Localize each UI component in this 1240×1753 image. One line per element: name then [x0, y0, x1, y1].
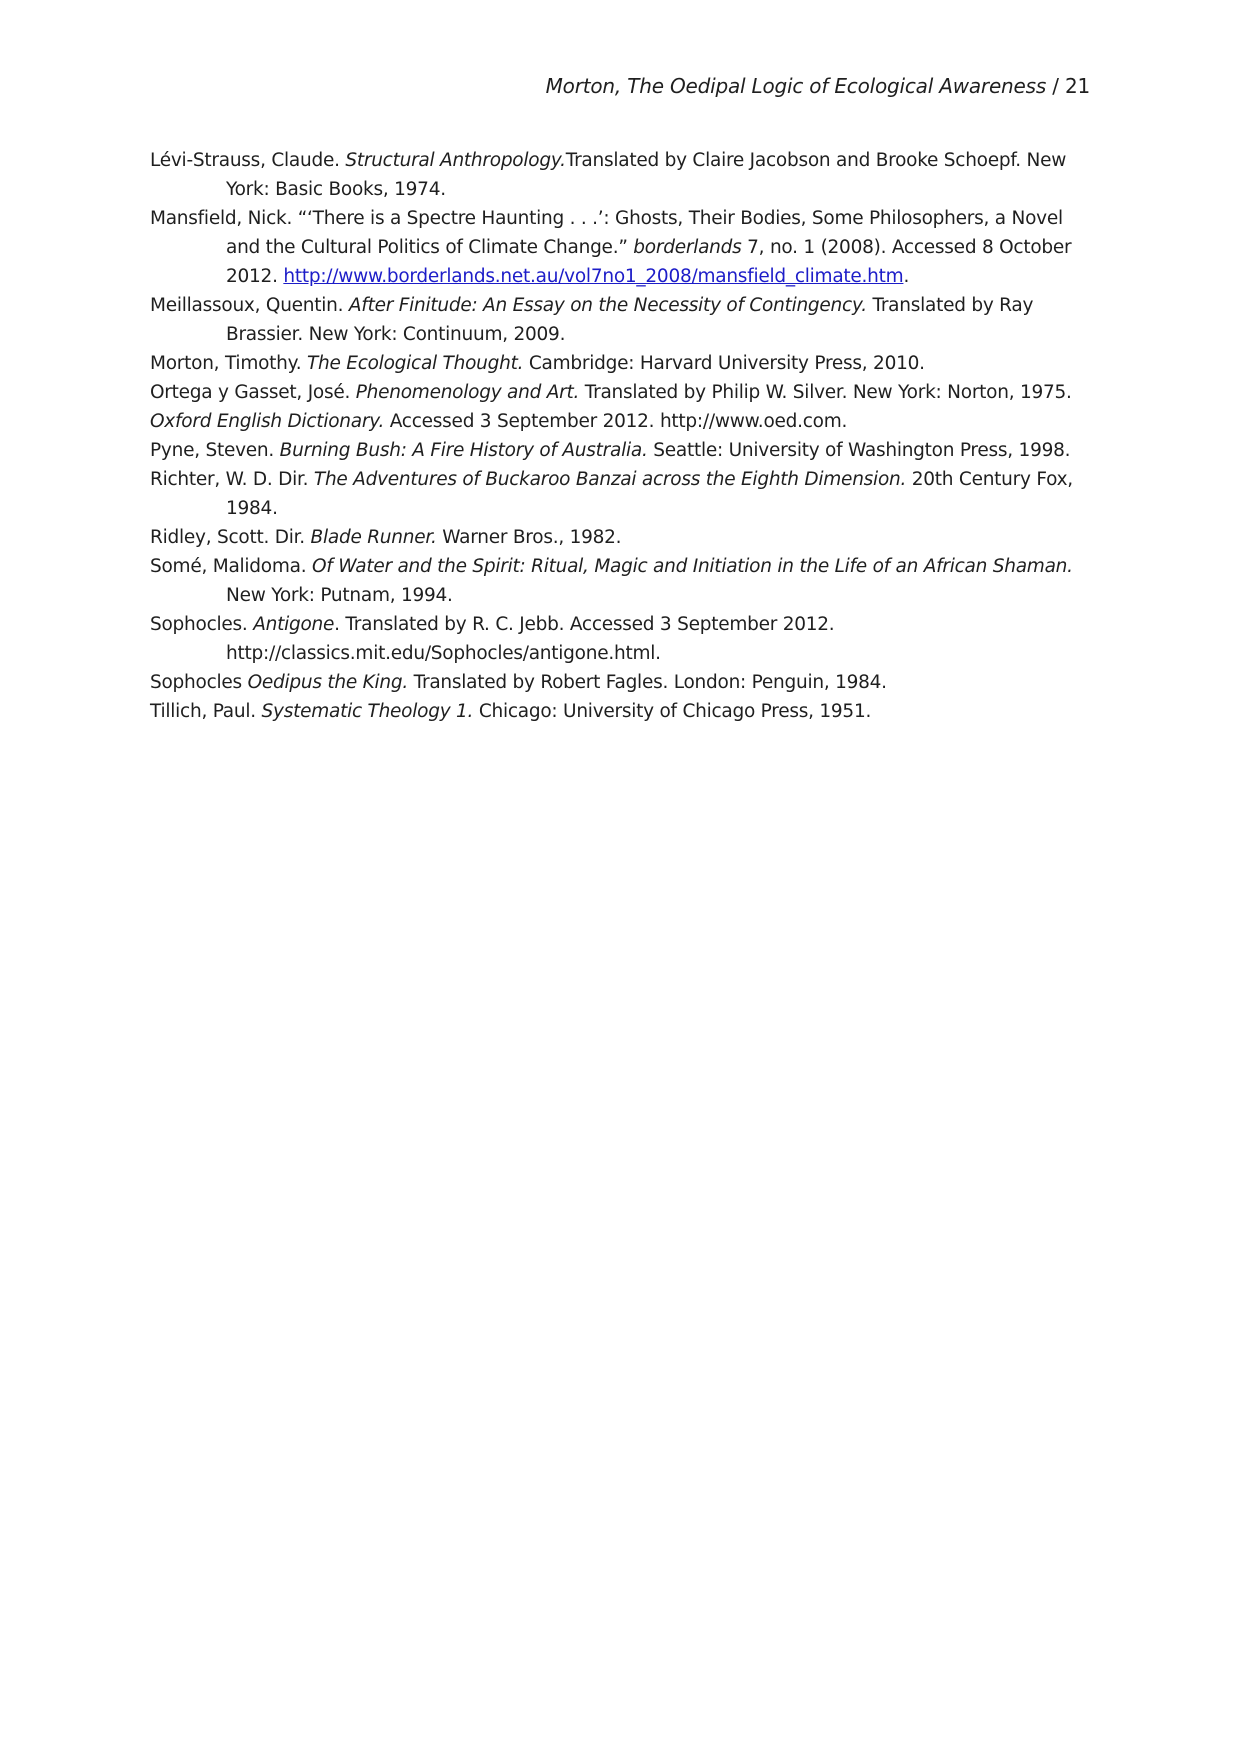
bib-entry-ridley: [150, 523, 1090, 552]
bib-entry-pyne: [150, 436, 1090, 465]
bib-details: Warner Bros., 1982.: [436, 527, 622, 548]
bib-details: Translated by Ray Brassier. New York: Continuum, 2009.: [226, 295, 1034, 345]
bib-entry-tillich: [150, 697, 1090, 726]
bib-details: Accessed 3 September 2012. http://www.oed.com.: [384, 411, 848, 432]
bib-entry-mansfield: [150, 204, 1090, 291]
bib-author: Sophocles: [150, 672, 248, 693]
bib-author: Sophocles.: [150, 614, 254, 635]
bib-title: Blade Runner.: [310, 527, 437, 548]
bib-entry-sophocles-antigone: [150, 610, 1090, 668]
bib-author: Morton, Timothy.: [150, 353, 307, 374]
bib-details: . Translated by R. C. Jebb. Accessed 3 September 2012. http://classics.mit.edu/Sophocles/antigone.html.: [226, 614, 835, 664]
bib-author: Ridley, Scott. Dir.: [150, 527, 311, 548]
bib-entry-meillassoux: [150, 291, 1090, 349]
bib-entry-ortega: [150, 378, 1090, 407]
bib-entry-levi-strauss: [150, 146, 1090, 204]
bib-details: New York: Putnam, 1994.: [226, 585, 453, 606]
header-separator: /: [1046, 74, 1065, 98]
bib-title: Structural Anthropology.: [345, 150, 566, 171]
bib-title: borderlands: [633, 237, 742, 258]
running-header: [546, 73, 1090, 99]
bib-details: 7, no. 1 (2008). Accessed 8 October 2012.: [226, 237, 1072, 287]
bib-entry-morton: [150, 349, 1090, 378]
bib-url-link[interactable]: http://www.borderlands.net.au/vol7no1_2008/mansfield_climate.htm: [283, 266, 904, 287]
bib-author: Lévi-Strauss, Claude.: [150, 150, 346, 171]
bib-title: After Finitude: An Essay on the Necessity of Contingency.: [348, 295, 867, 316]
bib-title: Oxford English Dictionary.: [150, 411, 385, 432]
bib-title: Oedipus the King.: [247, 672, 408, 693]
bib-title: The Ecological Thought.: [306, 353, 524, 374]
page-number: 21: [1064, 74, 1090, 98]
bib-details: Chicago: University of Chicago Press, 1951.: [473, 701, 872, 722]
bib-entry-oed: [150, 407, 1090, 436]
bib-details-end: .: [903, 266, 910, 287]
bib-details: Translated by Robert Fagles. London: Penguin, 1984.: [408, 672, 887, 693]
bib-details: Translated by Philip W. Silver. New York: Norton, 1975.: [579, 382, 1072, 403]
bib-title: The Adventures of Buckaroo Banzai across the Eighth Dimension.: [313, 469, 907, 490]
bib-details: Translated by Claire Jacobson and Brooke Schoepf. New York: Basic Books, 1974.: [226, 150, 1067, 200]
bib-title: Antigone: [253, 614, 335, 635]
bib-author: Pyne, Steven.: [150, 440, 280, 461]
bib-title: Systematic Theology 1.: [261, 701, 474, 722]
bib-title: Of Water and the Spirit: Ritual, Magic and Initiation in the Life of an African Shaman.: [312, 556, 1073, 577]
bib-author: Tillich, Paul.: [150, 701, 262, 722]
bib-details: Seattle: University of Washington Press, 1998.: [647, 440, 1071, 461]
bibliography-list: [150, 146, 1090, 726]
running-title: Morton, The Oedipal Logic of Ecological Awareness: [545, 74, 1047, 98]
bib-entry-richter: [150, 465, 1090, 523]
bib-entry-some: [150, 552, 1090, 610]
bib-author: Richter, W. D. Dir.: [150, 469, 314, 490]
bib-author: Meillassoux, Quentin.: [150, 295, 349, 316]
bib-title: Phenomenology and Art.: [355, 382, 580, 403]
bib-author: Mansfield, Nick. “‘There is a Spectre Haunting . . .’: Ghosts, Their Bodies, Some Philosophers, a Novel and the Cultural Politics of Climate Change.”: [150, 208, 1063, 258]
bib-details: 20th Century Fox, 1984.: [226, 469, 1073, 519]
bib-title: Burning Bush: A Fire History of Australia.: [279, 440, 648, 461]
bib-details: Cambridge: Harvard University Press, 2010.: [523, 353, 925, 374]
bib-entry-sophocles-oedipus: [150, 668, 1090, 697]
bib-author: Ortega y Gasset, José.: [150, 382, 356, 403]
bib-author: Somé, Malidoma.: [150, 556, 312, 577]
